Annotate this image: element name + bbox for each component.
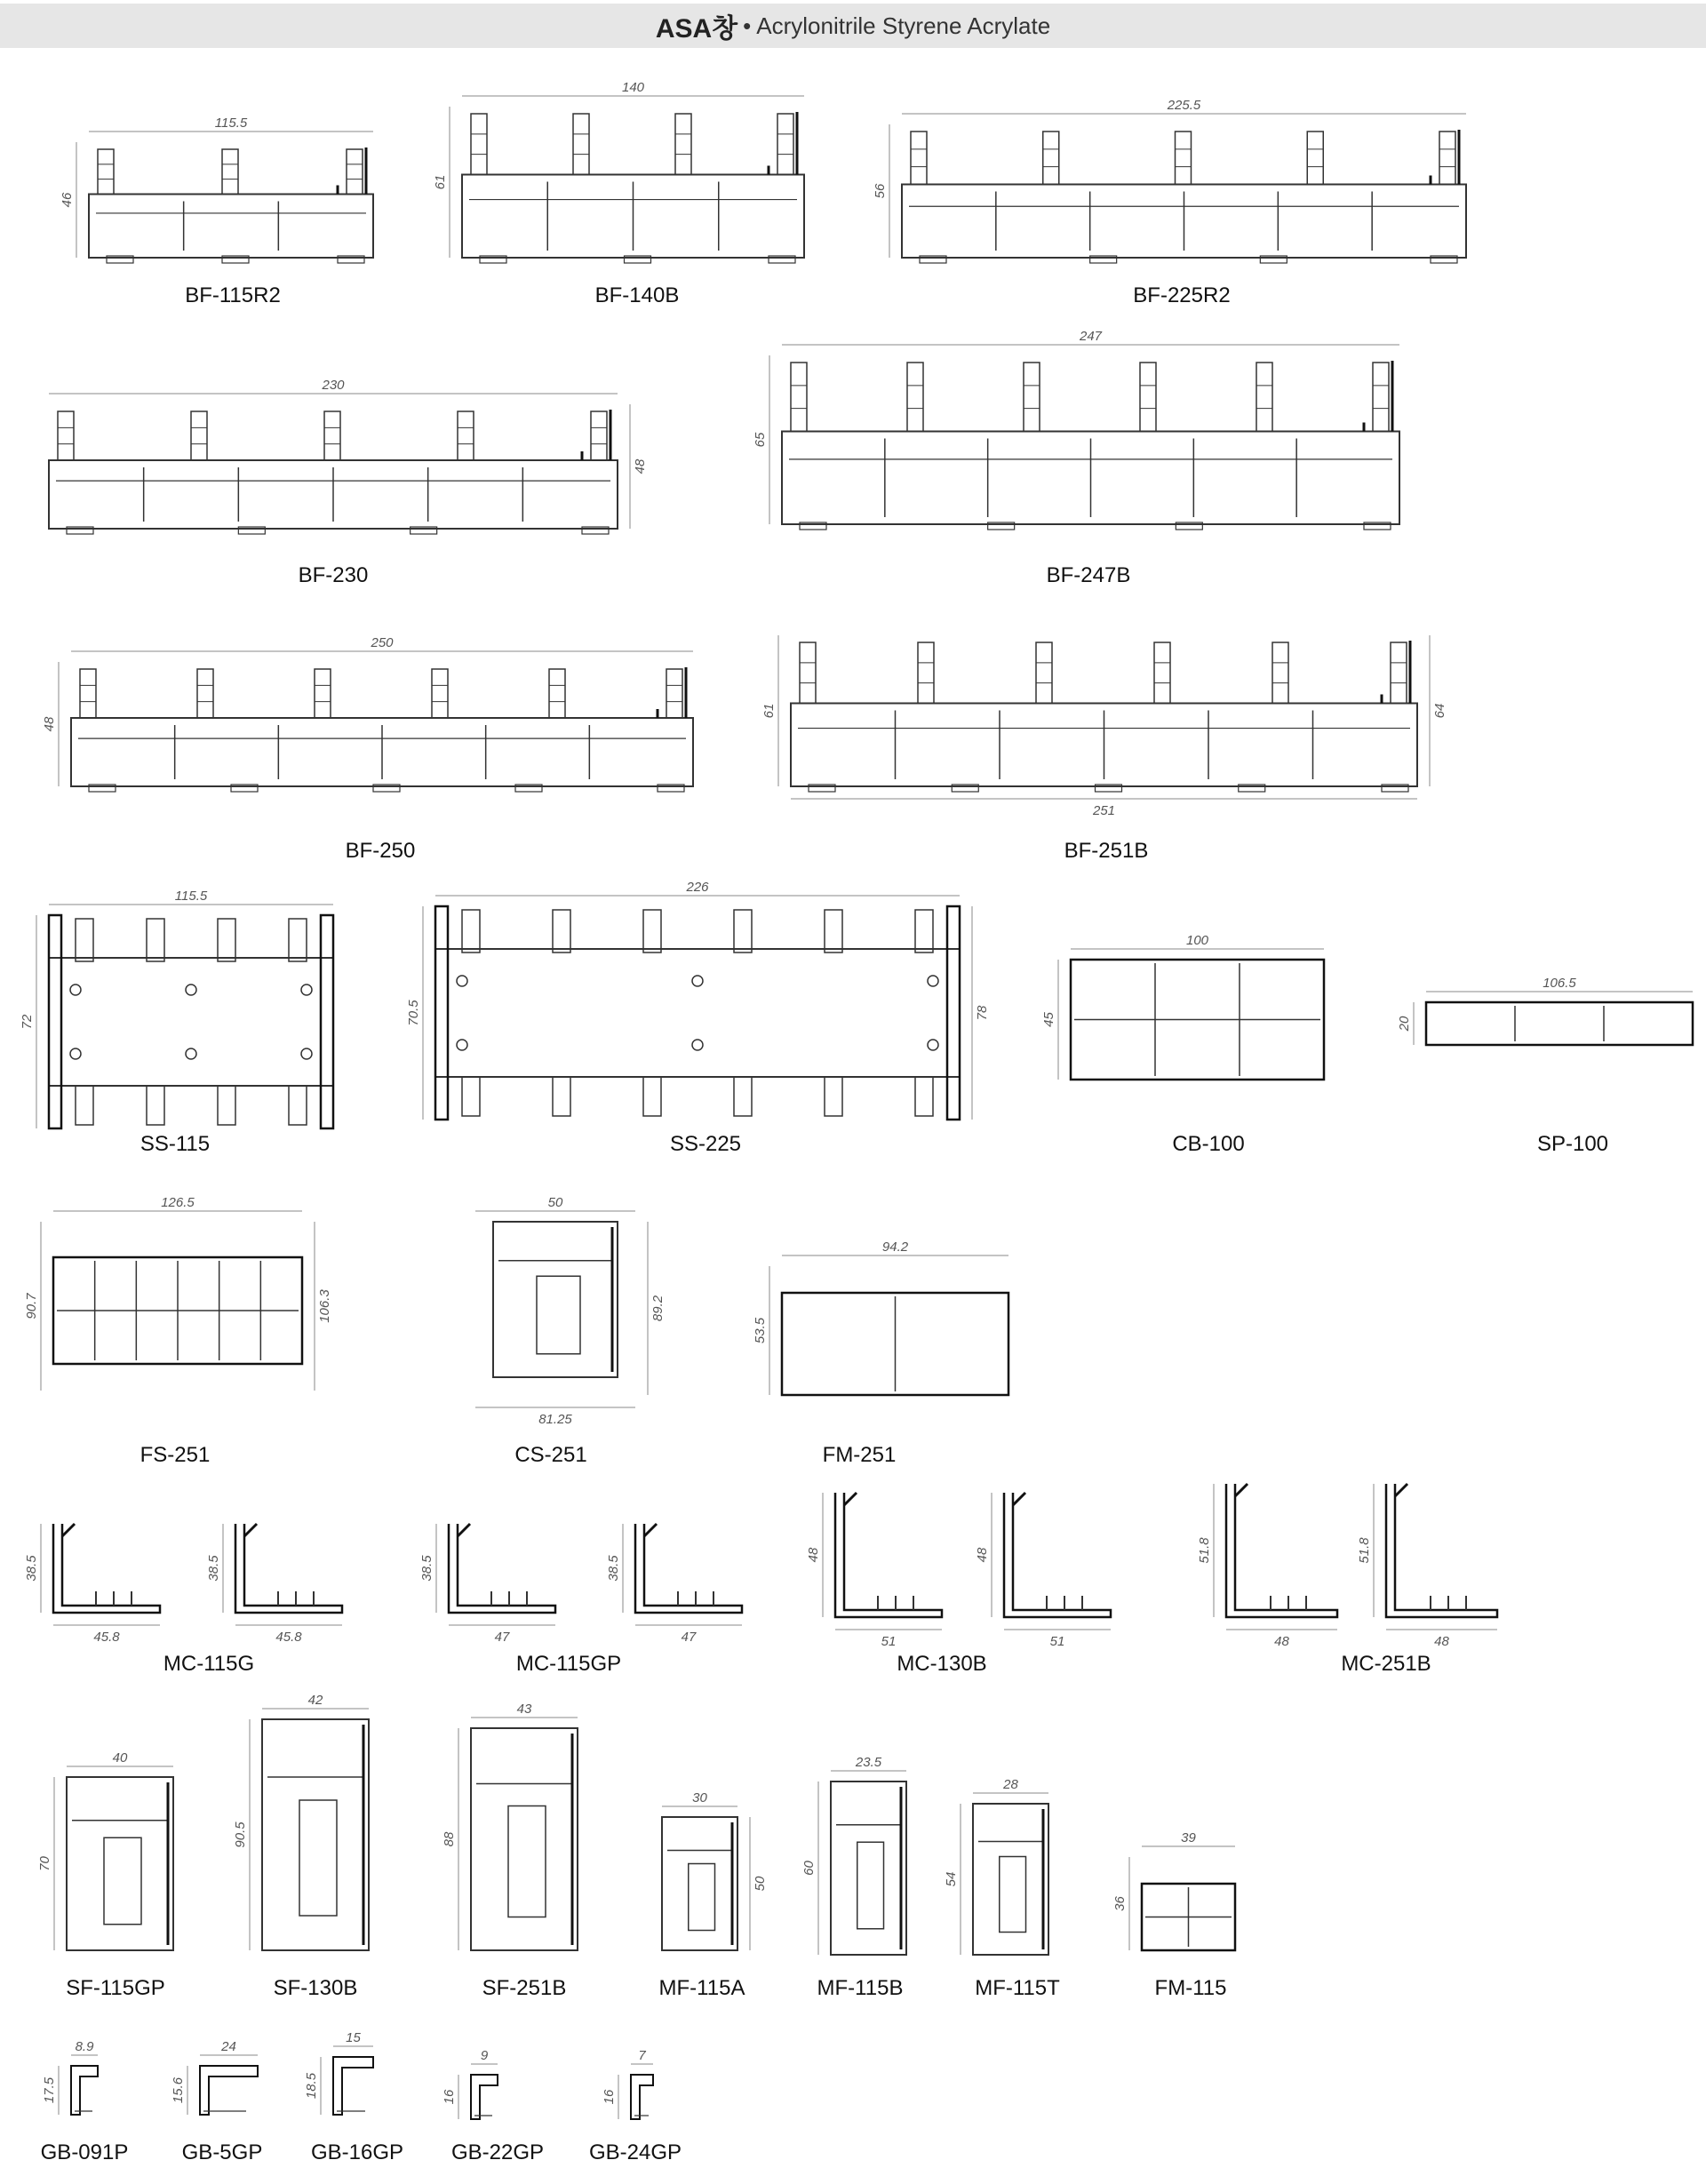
profile-mf-115a bbox=[662, 1806, 750, 1950]
track-upstand bbox=[918, 642, 934, 704]
profile-label: BF-225R2 bbox=[1133, 283, 1231, 307]
dimension-height: 61 bbox=[433, 174, 448, 190]
profile-mc-251b bbox=[1214, 1484, 1337, 1630]
profile-mc-251b bbox=[1374, 1484, 1497, 1630]
track-upstand bbox=[791, 363, 807, 432]
sash-fin bbox=[218, 919, 235, 961]
sash-fin bbox=[462, 1077, 480, 1116]
dimension-height: 46 bbox=[60, 192, 75, 208]
profile-ss-115 bbox=[36, 905, 333, 1128]
screw-port bbox=[70, 1048, 81, 1059]
profile-sf-130b bbox=[250, 1709, 369, 1950]
dimension-height: 51.8 bbox=[1197, 1537, 1212, 1564]
dimension-width: 42 bbox=[307, 1693, 323, 1708]
gasket-lip bbox=[244, 1524, 257, 1536]
profile-sp-100 bbox=[1414, 992, 1693, 1045]
dimension-height: 48 bbox=[806, 1547, 821, 1563]
inner-slot bbox=[104, 1837, 141, 1925]
profile-bf-250 bbox=[59, 651, 693, 792]
dimension-width: 47 bbox=[494, 1630, 510, 1645]
profile-label: BF-230 bbox=[298, 563, 369, 587]
dimension-width: 23.5 bbox=[855, 1755, 882, 1770]
profile-gb-16gp bbox=[321, 2046, 373, 2115]
dimension-width: 43 bbox=[516, 1702, 532, 1717]
dimension-height: 48 bbox=[633, 458, 648, 474]
dimension-height: 70.5 bbox=[406, 1000, 421, 1026]
dimension-height: 54 bbox=[944, 1871, 959, 1887]
profile-gb-5gp bbox=[187, 2055, 258, 2115]
track-upstand bbox=[458, 411, 474, 460]
inner-slot bbox=[857, 1842, 884, 1929]
sash-fin bbox=[76, 1086, 93, 1125]
dimension-height: 36 bbox=[1112, 1896, 1128, 1911]
sash-leg bbox=[947, 906, 960, 1120]
profile-outline bbox=[1386, 1484, 1497, 1617]
sash-fin bbox=[915, 1077, 933, 1116]
dimension-width: 48 bbox=[1274, 1634, 1289, 1649]
dimension-width: 51 bbox=[881, 1634, 897, 1649]
header-title-main: ASA창 bbox=[655, 14, 738, 44]
profile-outline bbox=[71, 2066, 98, 2115]
profile-outline bbox=[635, 1524, 742, 1613]
dimension-width: 9 bbox=[480, 2048, 489, 2063]
track-upstand bbox=[432, 669, 448, 718]
sash-fin bbox=[218, 1086, 235, 1125]
track-upstand bbox=[1272, 642, 1288, 704]
dimension-width: 126.5 bbox=[161, 1195, 195, 1210]
profile-mc-115gp bbox=[623, 1524, 742, 1625]
dimension-width: 115.5 bbox=[214, 116, 248, 131]
channel-lip bbox=[1431, 130, 1459, 185]
track-upstand bbox=[1154, 642, 1170, 704]
track-upstand bbox=[1043, 132, 1059, 185]
dimension-height: 72 bbox=[20, 1014, 35, 1030]
track-upstand bbox=[591, 411, 607, 460]
sash-fin bbox=[147, 919, 164, 961]
profile-sf-115gp bbox=[54, 1766, 173, 1950]
dimension-width: 24 bbox=[221, 2039, 236, 2054]
profile-label: MC-130B bbox=[897, 1652, 987, 1676]
screw-port bbox=[457, 976, 467, 986]
dimension-height: 88 bbox=[442, 1831, 457, 1847]
dimension-height: 106.3 bbox=[317, 1289, 332, 1323]
dimension-width: 50 bbox=[547, 1195, 563, 1210]
dimension-width: 39 bbox=[1181, 1830, 1196, 1845]
profile-label: FS-251 bbox=[140, 1443, 211, 1467]
dimension-width: 225.5 bbox=[1167, 98, 1201, 113]
profile-outline bbox=[631, 2075, 653, 2119]
profile-outline bbox=[53, 1524, 160, 1613]
profile-label: BF-140B bbox=[594, 283, 680, 307]
dimension-height: 15.6 bbox=[171, 2076, 186, 2104]
sash-fin bbox=[147, 1086, 164, 1125]
profile-label: CB-100 bbox=[1172, 1132, 1245, 1156]
track-upstand bbox=[573, 114, 589, 175]
screw-port bbox=[70, 984, 81, 995]
profile-ss-225 bbox=[423, 896, 972, 1120]
sash-leg bbox=[321, 915, 333, 1128]
profile-outline bbox=[1426, 1002, 1693, 1045]
dimension-height: 45 bbox=[1041, 1012, 1056, 1027]
sash-fin bbox=[734, 1077, 752, 1116]
profile-bf-251b bbox=[778, 635, 1430, 799]
dimension-width: 106.5 bbox=[1543, 976, 1576, 991]
dimension-height: 38.5 bbox=[206, 1555, 221, 1582]
sash-fin bbox=[553, 910, 570, 953]
sash-fin bbox=[553, 1077, 570, 1116]
sash-leg bbox=[49, 915, 61, 1128]
dimension-width: 115.5 bbox=[174, 889, 208, 904]
dimension-width: 47 bbox=[681, 1630, 697, 1645]
dimension-width: 48 bbox=[1434, 1634, 1449, 1649]
track-upstand bbox=[1024, 363, 1040, 432]
sash-fin bbox=[462, 910, 480, 953]
track-upstand bbox=[315, 669, 331, 718]
dimension-height: 38.5 bbox=[606, 1555, 621, 1582]
profile-outline bbox=[200, 2066, 258, 2115]
dimension-height: 16 bbox=[602, 2089, 617, 2105]
dimension-width: 100 bbox=[1185, 933, 1209, 948]
channel-lip bbox=[582, 410, 610, 460]
profile-bf-230 bbox=[49, 394, 630, 534]
inner-slot bbox=[689, 1864, 715, 1931]
track-upstand bbox=[666, 669, 682, 718]
channel-lip bbox=[338, 147, 366, 195]
profile-outline bbox=[235, 1524, 342, 1613]
track-upstand bbox=[1176, 132, 1192, 185]
profile-bf-115r2 bbox=[76, 132, 373, 263]
gasket-lip bbox=[1013, 1493, 1025, 1505]
screw-port bbox=[301, 984, 312, 995]
screw-port bbox=[692, 976, 703, 986]
dimension-width: 230 bbox=[322, 378, 345, 393]
profile-label: GB-091P bbox=[40, 2140, 129, 2164]
dimension-width: 30 bbox=[692, 1790, 707, 1805]
sash-fin bbox=[76, 919, 93, 961]
profile-cb-100 bbox=[1058, 949, 1324, 1080]
track-upstand bbox=[471, 114, 487, 175]
profile-sf-251b bbox=[458, 1718, 578, 1950]
track-upstand bbox=[222, 149, 238, 195]
profile-outline bbox=[49, 958, 333, 1086]
header-bullet: • bbox=[743, 12, 752, 39]
channel-lip bbox=[1382, 641, 1410, 704]
track-upstand bbox=[191, 411, 207, 460]
profile-outline bbox=[435, 949, 960, 1077]
track-upstand bbox=[675, 114, 691, 175]
profile-label: MF-115A bbox=[658, 1976, 745, 2000]
profile-mc-115g bbox=[41, 1524, 160, 1625]
dimension-height: 38.5 bbox=[24, 1555, 39, 1582]
profile-outline bbox=[1226, 1484, 1337, 1617]
profile-label: MC-115G bbox=[163, 1652, 255, 1676]
track-upstand bbox=[777, 114, 793, 175]
gasket-lip bbox=[1235, 1484, 1248, 1496]
track-upstand bbox=[549, 669, 565, 718]
dimension-height: 53.5 bbox=[753, 1317, 768, 1344]
dimension-width: 226 bbox=[686, 880, 709, 895]
profile-label: GB-24GP bbox=[588, 2140, 682, 2164]
gasket-lip bbox=[458, 1524, 470, 1536]
sash-fin bbox=[643, 910, 661, 953]
profile-bf-247b bbox=[769, 345, 1399, 530]
dimension-height: 90.7 bbox=[24, 1293, 39, 1319]
profile-outline bbox=[471, 2075, 498, 2119]
dimension-width: 81.25 bbox=[538, 1412, 572, 1427]
dimension-height: 60 bbox=[801, 1861, 817, 1876]
inner-slot bbox=[299, 1800, 337, 1916]
profile-fm-115 bbox=[1129, 1846, 1235, 1950]
dimension-width: 45.8 bbox=[93, 1630, 120, 1645]
dimension-height: 51.8 bbox=[1357, 1537, 1372, 1564]
profile-bf-225r2 bbox=[889, 114, 1466, 263]
screw-port bbox=[186, 984, 196, 995]
profile-label: FM-115 bbox=[1154, 1976, 1227, 2000]
track-upstand bbox=[347, 149, 363, 195]
profile-gb-22gp bbox=[458, 2064, 498, 2119]
screw-port bbox=[928, 1040, 938, 1050]
dimension-height: 16 bbox=[442, 2089, 457, 2105]
dimension-width: 7 bbox=[638, 2048, 646, 2063]
profile-label: SF-251B bbox=[482, 1976, 567, 2000]
dimension-width: 251 bbox=[1092, 803, 1116, 818]
dimension-height: 56 bbox=[873, 183, 888, 199]
dimension-height: 65 bbox=[753, 432, 768, 448]
dimension-width: 250 bbox=[371, 635, 394, 650]
sash-fin bbox=[289, 919, 307, 961]
profile-mc-115g bbox=[223, 1524, 342, 1625]
inner-slot bbox=[1000, 1857, 1026, 1933]
profile-label: MC-115GP bbox=[515, 1652, 622, 1676]
dimension-height: 50 bbox=[753, 1876, 768, 1892]
sash-leg bbox=[435, 906, 448, 1120]
profile-label: SP-100 bbox=[1536, 1132, 1609, 1156]
profile-label: GB-22GP bbox=[450, 2140, 545, 2164]
profile-outline bbox=[835, 1493, 942, 1617]
track-upstand bbox=[1036, 642, 1052, 704]
inner-slot bbox=[537, 1276, 580, 1354]
profile-cs-251 bbox=[475, 1211, 648, 1407]
sash-fin bbox=[289, 1086, 307, 1125]
profile-label: SF-115GP bbox=[66, 1976, 165, 2000]
track-upstand bbox=[1439, 132, 1455, 185]
sash-fin bbox=[825, 910, 842, 953]
track-upstand bbox=[911, 132, 927, 185]
track-upstand bbox=[907, 363, 923, 432]
dimension-height: 64 bbox=[1432, 703, 1447, 719]
profile-label: CS-251 bbox=[514, 1443, 587, 1467]
dimension-height: 20 bbox=[1397, 1016, 1412, 1032]
profile-label: GB-5GP bbox=[181, 2140, 263, 2164]
track-upstand bbox=[324, 411, 340, 460]
profile-label: SS-225 bbox=[669, 1132, 742, 1156]
profile-outline bbox=[449, 1524, 555, 1613]
header-title-sub: Acrylonitrile Styrene Acrylate bbox=[756, 12, 1051, 39]
gasket-lip bbox=[1395, 1484, 1407, 1496]
gasket-lip bbox=[844, 1493, 857, 1505]
profile-label: SS-115 bbox=[140, 1132, 211, 1156]
channel-lip bbox=[1364, 361, 1392, 432]
profile-mf-115t bbox=[961, 1793, 1048, 1955]
gasket-lip bbox=[644, 1524, 657, 1536]
profile-mc-130b bbox=[992, 1493, 1111, 1630]
dimension-width: 28 bbox=[1003, 1777, 1018, 1792]
profile-gb-091p bbox=[59, 2055, 98, 2115]
sash-fin bbox=[734, 910, 752, 953]
profile-label: MF-115B bbox=[817, 1976, 904, 2000]
profile-gb-24gp bbox=[618, 2064, 653, 2119]
gasket-lip bbox=[62, 1524, 75, 1536]
dimension-width: 45.8 bbox=[275, 1630, 302, 1645]
profile-label: BF-247B bbox=[1046, 563, 1131, 587]
screw-port bbox=[186, 1048, 196, 1059]
profile-mc-115gp bbox=[436, 1524, 555, 1625]
dimension-width: 94.2 bbox=[881, 1239, 909, 1255]
track-upstand bbox=[58, 411, 74, 460]
profile-bf-140b bbox=[450, 96, 804, 263]
dimension-height: 17.5 bbox=[42, 2076, 57, 2104]
screw-port bbox=[928, 976, 938, 986]
track-upstand bbox=[1307, 132, 1323, 185]
profile-label: MF-115T bbox=[975, 1976, 1060, 2000]
profile-mf-115b bbox=[818, 1771, 906, 1955]
screw-port bbox=[692, 1040, 703, 1050]
track-upstand bbox=[1256, 363, 1272, 432]
profile-label: FM-251 bbox=[822, 1443, 897, 1467]
sash-fin bbox=[643, 1077, 661, 1116]
track-upstand bbox=[800, 642, 816, 704]
profile-label: BF-115R2 bbox=[185, 283, 281, 307]
screw-port bbox=[301, 1048, 312, 1059]
sash-fin bbox=[825, 1077, 842, 1116]
track-upstand bbox=[1140, 363, 1156, 432]
dimension-height: 90.5 bbox=[233, 1821, 248, 1848]
profile-outline bbox=[1004, 1493, 1111, 1617]
profile-label: GB-16GP bbox=[310, 2140, 404, 2164]
dimension-height: 48 bbox=[42, 716, 57, 732]
profile-mc-130b bbox=[823, 1493, 942, 1630]
track-upstand bbox=[80, 669, 96, 718]
profile-outline bbox=[89, 195, 373, 259]
track-upstand bbox=[98, 149, 114, 195]
profile-label: MC-251B bbox=[1341, 1652, 1431, 1676]
dimension-width: 51 bbox=[1049, 1634, 1065, 1649]
dimension-height: 78 bbox=[975, 1005, 990, 1021]
track-upstand bbox=[197, 669, 213, 718]
dimension-width: 15 bbox=[346, 2030, 361, 2045]
dimension-width: 247 bbox=[1079, 329, 1103, 344]
dimension-width: 40 bbox=[112, 1750, 128, 1766]
dimension-width: 140 bbox=[621, 80, 645, 95]
dimension-height: 89.2 bbox=[650, 1295, 666, 1322]
screw-port bbox=[457, 1040, 467, 1050]
channel-lip bbox=[658, 667, 686, 718]
dimension-height: 18.5 bbox=[304, 2072, 319, 2100]
profile-label: SF-130B bbox=[273, 1976, 358, 2000]
dimension-height: 61 bbox=[761, 703, 777, 719]
dimension-height: 38.5 bbox=[419, 1555, 434, 1582]
inner-slot bbox=[508, 1806, 546, 1917]
dimension-width: 8.9 bbox=[75, 2039, 94, 2054]
dimension-height: 70 bbox=[37, 1856, 52, 1871]
sash-fin bbox=[915, 910, 933, 953]
profile-outline bbox=[333, 2057, 373, 2115]
profile-fm-251 bbox=[769, 1255, 1008, 1395]
profile-fs-251 bbox=[41, 1211, 315, 1391]
track-upstand bbox=[1373, 363, 1389, 432]
dimension-height: 48 bbox=[975, 1547, 990, 1563]
track-upstand bbox=[1391, 642, 1407, 704]
channel-lip bbox=[769, 112, 797, 175]
profile-label: BF-250 bbox=[345, 839, 416, 863]
profile-label: BF-251B bbox=[1064, 839, 1149, 863]
